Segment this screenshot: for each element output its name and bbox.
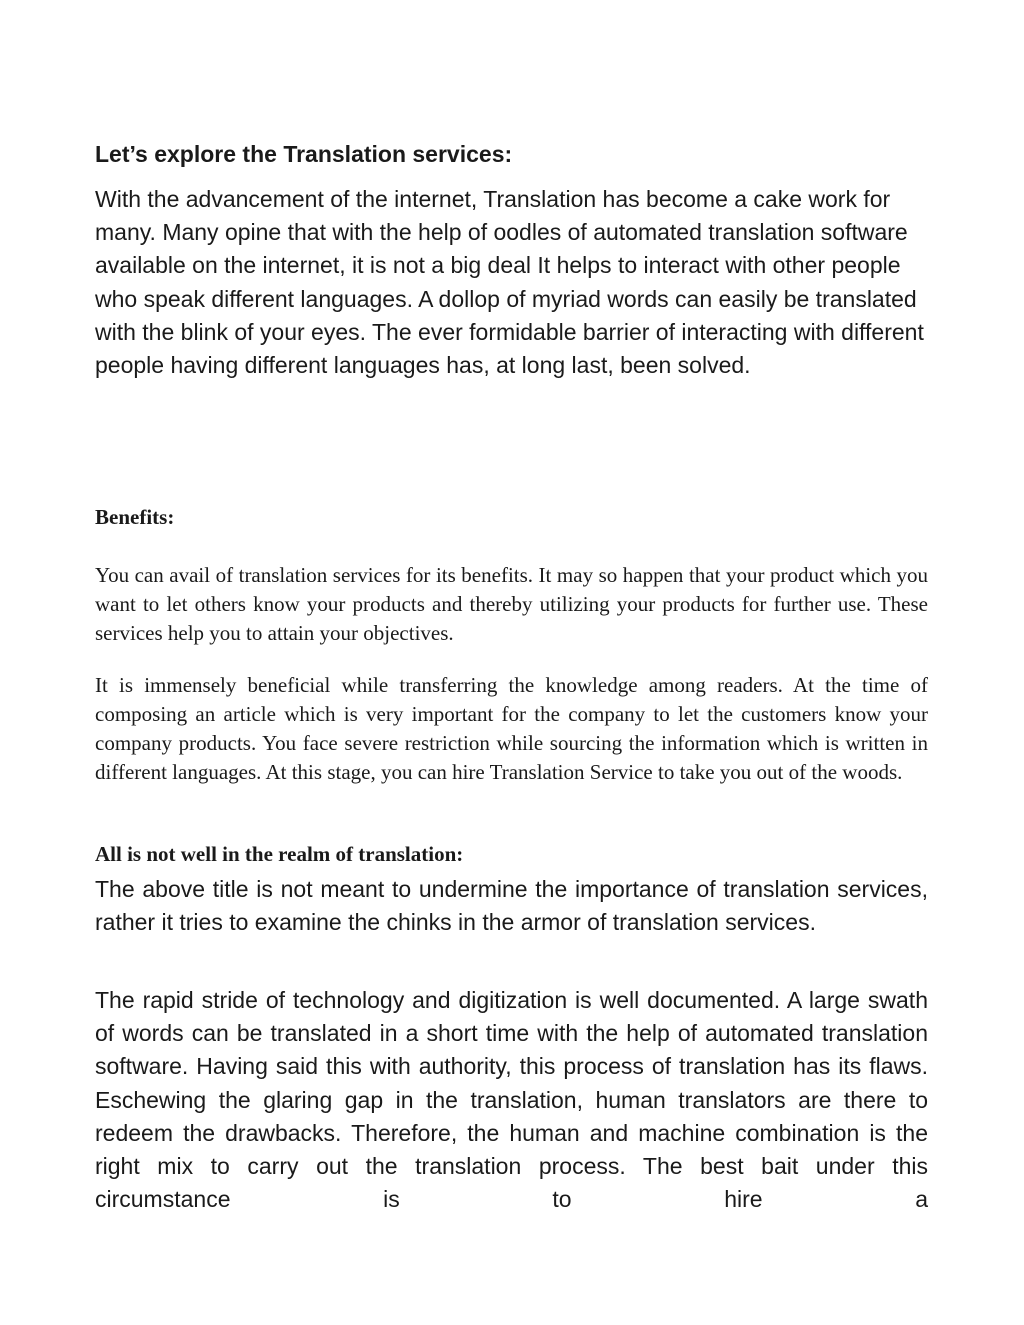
benefits-paragraph-1: You can avail of translation services for its benefits. It may so happen that your product which you want to let others know your products and thereby utilizing your products for further use. These services help you to attain your objectives. [95, 563, 928, 645]
realm-paragraph-1: The above title is not meant to undermine the importance of translation services, rather it tries to examine the chinks in the armor of translation services. [95, 876, 928, 936]
section-heading-benefits: Benefits: [95, 505, 175, 529]
benefits-paragraph-2: It is immensely beneficial while transferring the knowledge among readers. At the time of composing an article which is very important for the company to let the customers know your company products. You face severe restriction while sourcing the information which is written in different languages. At this stage, you can hire Translation Service to take you out of the woods. [95, 673, 928, 784]
section-heading-realm-of-translation: All is not well in the realm of translation: [95, 842, 464, 866]
realm-paragraph-2: The rapid stride of technology and digitization is well documented. A large swath of words can be translated in a short time with the help of automated translation software. Having said this with authority, this process of translation has its flaws. Eschewing the glaring gap in the translation, human translators are there to redeem the drawbacks. Therefore, the human and machine combination is the right mix to carry out the translation process. The best bait under this circumstance is to hire a [95, 987, 928, 1213]
intro-paragraph: With the advancement of the internet, Translation has become a cake work for many. Many opine that with the help of oodles of automated translation software available on the internet, it is not a big deal It helps to interact with other people who speak different languages. A dollop of myriad words can easily be translated with the blink of your eyes. The ever formidable barrier of interacting with different people having different languages has, at long last, been solved. [95, 186, 924, 379]
section-heading-translation-services: Let’s explore the Translation services: [95, 141, 513, 167]
